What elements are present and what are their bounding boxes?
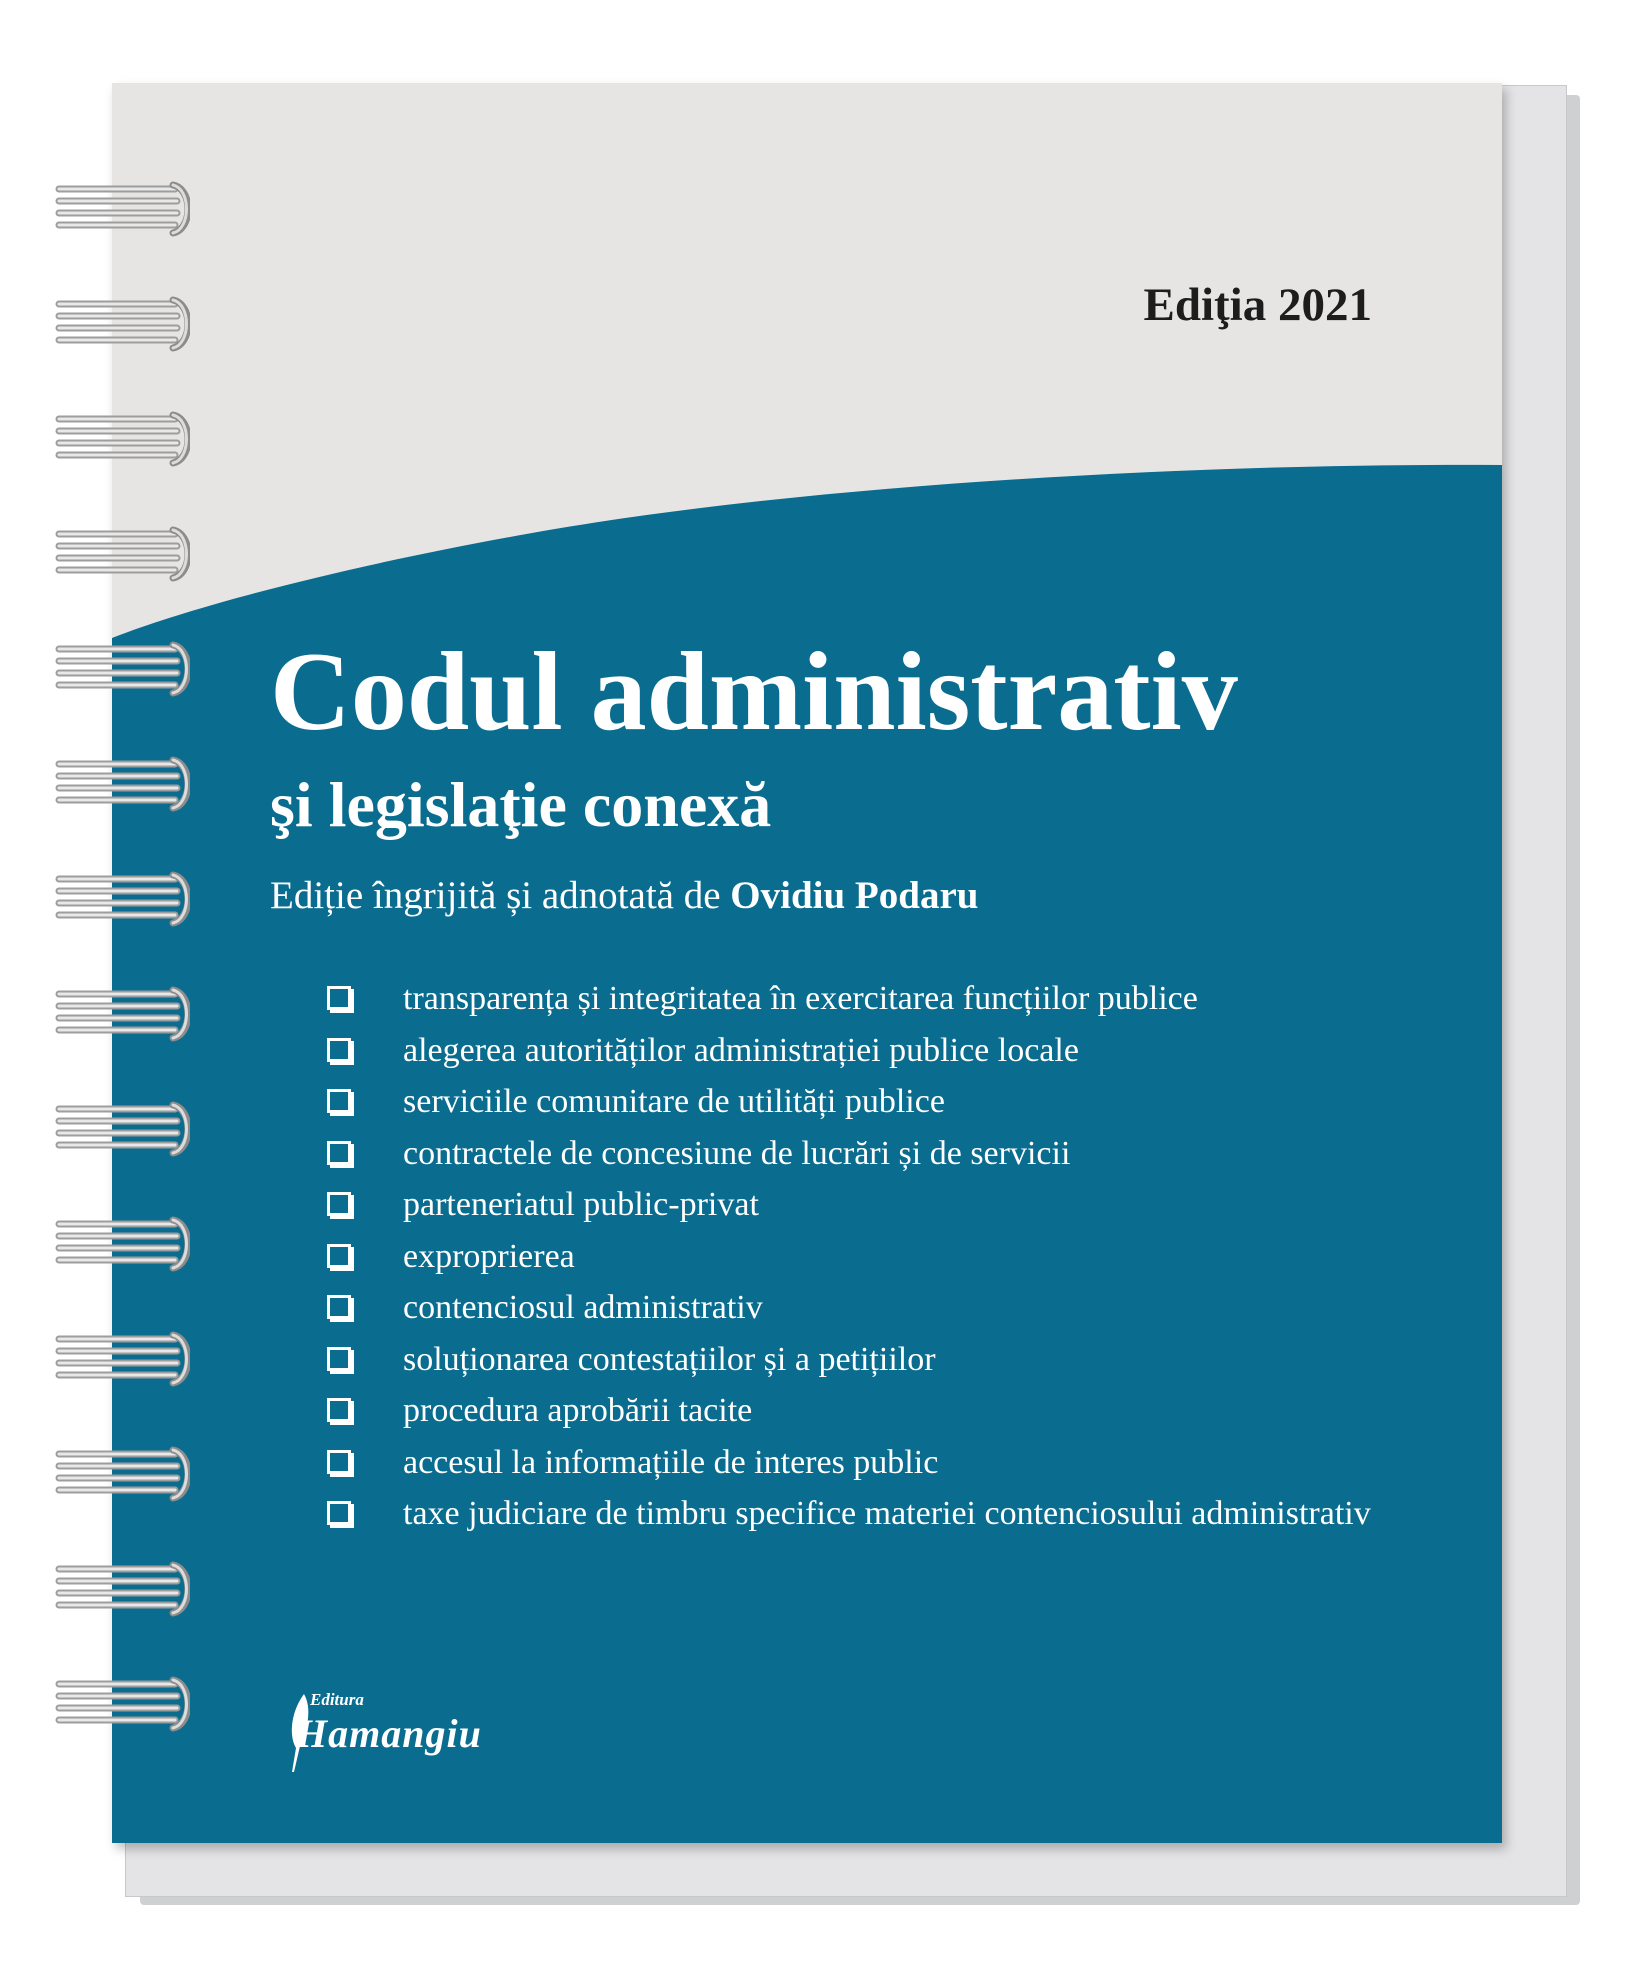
- topic-text: alegerea autorităților administrației publice locale: [403, 1031, 1079, 1069]
- spiral-coil-icon: [55, 635, 190, 705]
- topics-list: [317, 973, 1437, 1540]
- cover-top-panel: [112, 83, 1502, 683]
- editor-prefix: Ediție îngrijită și adnotată de: [270, 874, 721, 917]
- spiral-coil-icon: [55, 1210, 190, 1280]
- list-item: [317, 1025, 1437, 1077]
- editor-credit: [270, 873, 978, 918]
- topic-text: serviciile comunitare de utilități publice: [403, 1083, 945, 1120]
- list-item: [317, 1076, 1437, 1128]
- spiral-coil-icon: [55, 1670, 190, 1740]
- list-item: [317, 1334, 1437, 1386]
- list-item: [317, 1385, 1437, 1437]
- spiral-coil-icon: [55, 1095, 190, 1165]
- checkbox-icon: [327, 1089, 351, 1113]
- topic-text: contractele de concesiune de lucrări și de servicii: [403, 1134, 1071, 1172]
- publisher-small-label: Editura: [310, 1690, 364, 1709]
- topic-text: taxe judiciare de timbru specifice materiei contenciosului administrativ: [403, 1495, 1371, 1532]
- book-cover: [112, 83, 1502, 1843]
- checkbox-icon: [327, 1038, 351, 1062]
- checkbox-icon: [327, 1501, 351, 1525]
- publisher-logo: [282, 1688, 582, 1778]
- spiral-coil-icon: [55, 750, 190, 820]
- book-title: Codul administrativ: [270, 630, 1238, 754]
- publisher-name: Hamangiu: [296, 1711, 482, 1756]
- list-item: [317, 1128, 1437, 1180]
- topic-text: soluționarea contestațiilor și a petițiilor: [403, 1340, 936, 1378]
- editor-name: Ovidiu Podaru: [730, 874, 979, 917]
- list-item: [317, 1437, 1437, 1489]
- spiral-coil-icon: [55, 405, 190, 475]
- topic-text: accesul la informațiile de interes public: [403, 1443, 939, 1481]
- spiral-coil-icon: [55, 1325, 190, 1395]
- topic-text: contenciosul administrativ: [403, 1289, 763, 1326]
- list-item: [317, 1488, 1437, 1540]
- edition-label: Ediţia 2021: [1143, 279, 1372, 331]
- checkbox-icon: [327, 1398, 351, 1422]
- spiral-coil-icon: [55, 520, 190, 590]
- spiral-coil-icon: [55, 865, 190, 935]
- checkbox-icon: [327, 1295, 351, 1319]
- checkbox-icon: [327, 1347, 351, 1371]
- topic-text: parteneriatul public-privat: [403, 1186, 759, 1223]
- spiral-coil-icon: [55, 980, 190, 1050]
- checkbox-icon: [327, 1192, 351, 1216]
- topic-text: transparența și integritatea în exercitarea funcțiilor publice: [403, 980, 1198, 1017]
- checkbox-icon: [327, 1450, 351, 1474]
- spiral-coil-icon: [55, 290, 190, 360]
- topic-text: exproprierea: [403, 1237, 575, 1275]
- book-subtitle: şi legislaţie conexă: [270, 769, 772, 840]
- spiral-coil-icon: [55, 1440, 190, 1510]
- list-item: [317, 1282, 1437, 1334]
- spiral-coil-icon: [55, 175, 190, 245]
- spiral-coil-icon: [55, 1555, 190, 1625]
- topic-text: procedura aprobării tacite: [403, 1392, 753, 1429]
- checkbox-icon: [327, 1141, 351, 1165]
- list-item: [317, 1179, 1437, 1231]
- checkbox-icon: [327, 1244, 351, 1268]
- list-item: [317, 1231, 1437, 1283]
- checkbox-icon: [327, 986, 351, 1010]
- list-item: [317, 973, 1437, 1025]
